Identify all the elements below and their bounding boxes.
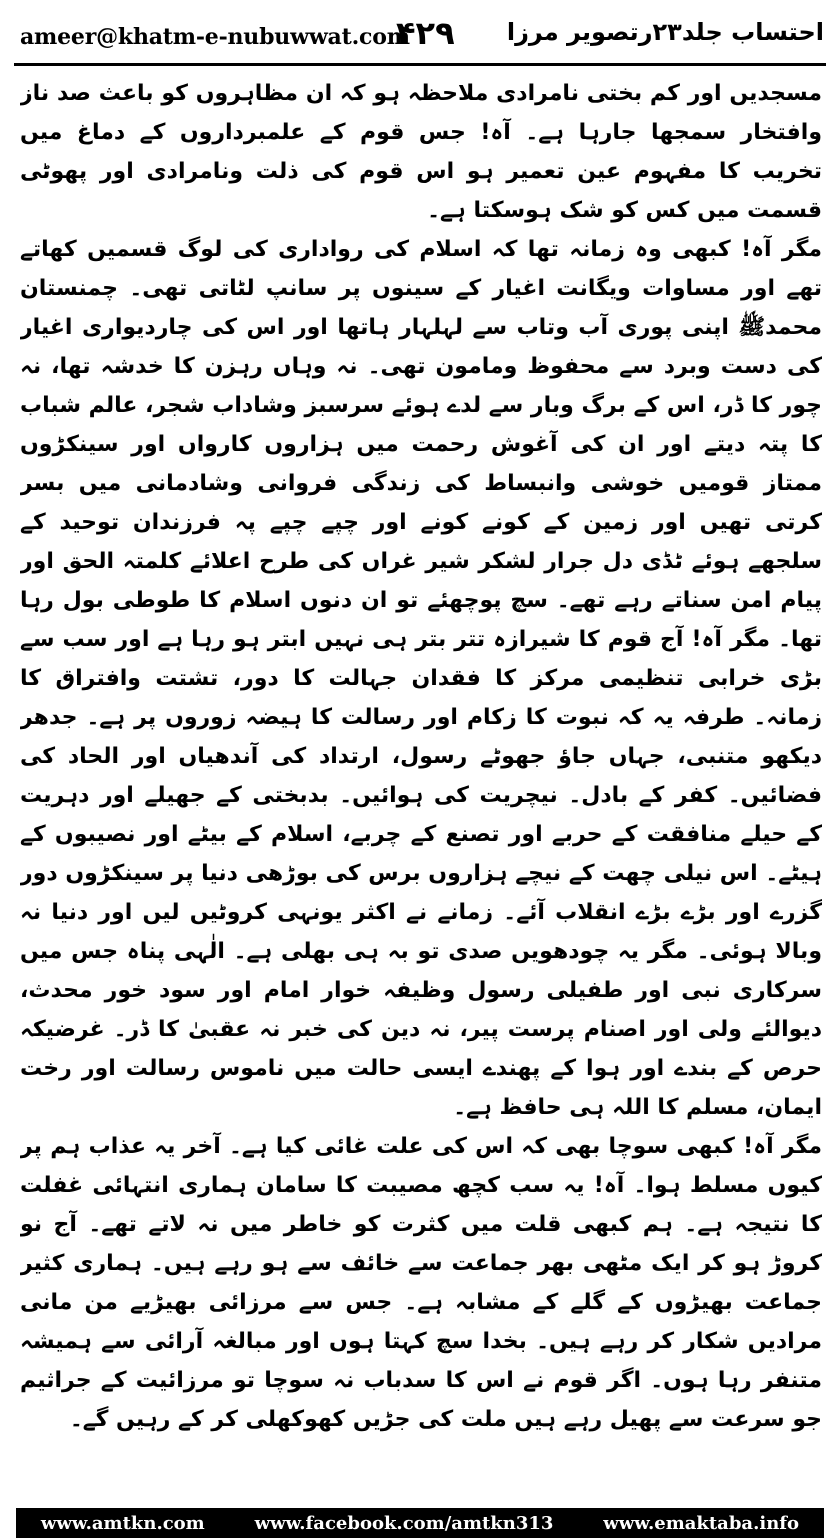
footer-link-emaktaba[interactable]: www.emaktaba.info (603, 1512, 800, 1534)
paragraph-2: مگر آہ! کبھی وہ زمانہ تھا کہ اسلام کی رواداری کی لوگ قسمیں کھاتے تھے اور مساوات ویگانت اغیار کے سینوں پر سانپ لٹاتی تھی۔ چمنستان محمدﷺ اپنی پوری آب وتاب سے لہلہار ہاتھا اور اس کی چاردیواری اغیار کی دست وبرد سے محفوظ ومامون تھی۔ نہ وہاں رہزن کا خدشہ تھا، نہ چور کا ڈر، اس کے برگ وبار سے لدے ہوئے سرسبز وشاداب شجر، عالم شباب کا پتہ دیتے اور ان کی آغوش رحمت میں ہزاروں کارواں اور سینکڑوں ممتاز قومیں خوشی وانبساط کی زندگی فروانی وشادمانی میں بسر کرتی تھیں اور زمین کے کونے کونے اور چپے چپے پہ فرزندان توحید کے سلجھے ہوئے ٹڈی دل جرار لشکر شیر غراں کی طرح اعلائے کلمتہ الحق اور پیام امن سناتے رہے تھے۔ سچ پوچھئے تو ان دنوں اسلام کا طوطی بول رہا تھا۔ مگر آہ! آج قوم کا شیرازہ تتر بتر ہی نہیں ابتر ہو رہا ہے اور سب سے بڑی خرابی تنظیمی مرکز کا فقدان جہالت کا دور، تشتت وافتراق کا زمانہ۔ طرفہ یہ کہ نبوت کا زکام اور رسالت کا ہیضہ زوروں پر ہے۔ جدھر دیکھو متنبی، جہاں جاؤ جھوٹے رسول، ارتداد کی آندھیاں اور الحاد کی فضائیں۔ کفر کے بادل۔ نیچریت کی ہوائیں۔ بدبختی کے جھیلے اور دہریت کے حیلے منافقت کے حربے اور تصنع کے چربے، اسلام کے بیٹے اور نصیبوں کے ہیٹے۔ اس نیلی چھت کے نیچے ہزاروں برس کی بوڑھی دنیا پر سینکڑوں دور گزرے اور بڑے بڑے انقلاب آئے۔ زمانے نے اکثر یونہی کروٹیں لیں اور دنیا نہ وبالا ہوئی۔ مگر یہ چودھویں صدی تو بہ ہی بھلی ہے۔ الٰہی پناہ جس میں سرکاری نبی اور طفیلی رسول وظیفہ خوار امام اور سود خور محدث، دیوالئے ولی اور اصنام پرست پیر، نہ دین کی خبر نہ عقبیٰ کا ڈر۔ غرضیکہ حرص کے بندے اور ہوا کے پھندے ایسی حالت میں ناموس رسالت اور رخت ایمان، مسلم کا اللہ ہی حافظ ہے۔ (20, 237, 822, 1120)
header-email: ameer@khatm-e-nubuwwat.com (20, 24, 410, 50)
footer-link-facebook[interactable]: www.facebook.com/amtkn313 (254, 1512, 554, 1534)
paragraph-1: مسجدیں اور کم بختی نامرادی ملاحظہ ہو کہ ان مظاہروں کو باعث صد ناز وافتخار سمجھا جارہا ہے۔ آہ! جس قوم کے علمبرداروں کے دماغ میں تخریب کا مفہوم عین تعمیر ہو اس قوم کی ذلت ونامرادی اور پھوٹی قسمت میں کس کو شک ہوسکتا ہے۔ (20, 81, 822, 223)
body-text (20, 74, 822, 1459)
page-number: ۴۲۹ (396, 14, 455, 52)
header-divider (14, 63, 826, 66)
paragraph-3: مگر آہ! کبھی سوچا بھی کہ اس کی علت غائی کیا ہے۔ آخر یہ عذاب ہم پر کیوں مسلط ہوا۔ آہ! یہ سب کچھ مصیبت کا سامان ہماری انتہائی غفلت کا نتیجہ ہے۔ ہم کبھی قلت میں کثرت کو خاطر میں نہ لاتے تھے۔ آج نو کروڑ ہو کر ایک مٹھی بھر جماعت سے خائف سے ہو رہے ہیں۔ ہماری کثیر جماعت بھیڑوں کے گلے کے مشابہ ہے۔ جس سے مرزائی بھیڑیے من مانی مرادیں شکار کر رہے ہیں۔ بخدا سچ کہتا ہوں اور مبالغہ آرائی سے ہمیشہ متنفر رہا ہوں۔ اگر قوم نے اس کا سدباب نہ سوچا تو مرزائیت کے جراثیم جو سرعت سے پھیل رہے ہیں ملت کی جڑیں کھوکھلی کر کے رہیں گے۔ (20, 1134, 822, 1432)
footer-link-amtkn[interactable]: www.amtkn.com (40, 1512, 205, 1534)
book-title: احتساب جلد۲۳رتصویر مرزا (506, 18, 824, 46)
footer-bar (16, 1508, 824, 1538)
page-header (18, 14, 824, 60)
